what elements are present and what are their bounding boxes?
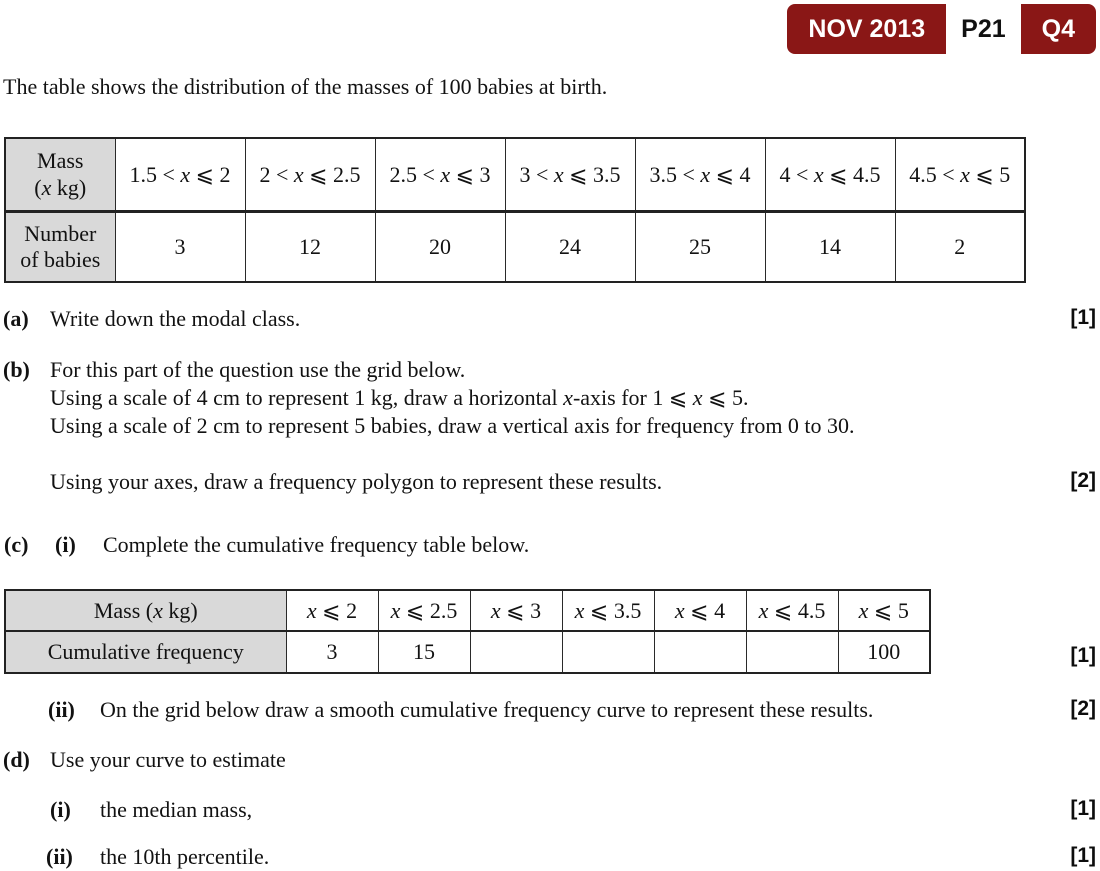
part-d-i-label: (i) bbox=[50, 797, 71, 822]
cumulative-table-row2-header: Cumulative frequency bbox=[5, 631, 286, 673]
cumulative-value-cell-blank bbox=[562, 631, 654, 673]
cumulative-frequency-table bbox=[4, 589, 931, 674]
part-c-label: (c) bbox=[4, 532, 29, 557]
badge-session: NOV 2013 bbox=[808, 14, 926, 43]
class-interval-cell: 3.5 < x ⩽ 4 bbox=[635, 138, 765, 212]
part-b-line1: For this part of the question use the grid below. bbox=[50, 357, 466, 382]
frequency-cell: 24 bbox=[505, 212, 635, 283]
part-d-i-text: the median mass, bbox=[100, 797, 253, 822]
cumulative-value-cell-blank bbox=[746, 631, 838, 673]
cumulative-value-cell: 3 bbox=[286, 631, 378, 673]
intro-text: The table shows the distribution of the masses of 100 babies at birth. bbox=[3, 74, 608, 99]
part-d-ii-label: (ii) bbox=[46, 844, 73, 869]
class-interval-cell: 4.5 < x ⩽ 5 bbox=[895, 138, 1025, 212]
class-bound-cell: x ⩽ 4.5 bbox=[746, 590, 838, 631]
class-interval-cell: 4 < x ⩽ 4.5 bbox=[765, 138, 895, 212]
part-d-i-marks: [1] bbox=[1070, 797, 1096, 820]
frequency-table bbox=[4, 137, 1026, 283]
mass-label-line1: Mass bbox=[37, 148, 84, 174]
part-d-label: (d) bbox=[3, 747, 30, 772]
class-bound-cell: x ⩽ 3 bbox=[470, 590, 562, 631]
class-bound-cell: x ⩽ 2.5 bbox=[378, 590, 470, 631]
part-d-ii-text: the 10th percentile. bbox=[100, 844, 270, 869]
part-d-text: Use your curve to estimate bbox=[50, 747, 286, 772]
class-interval-cell: 2 < x ⩽ 2.5 bbox=[245, 138, 375, 212]
class-bound-cell: x ⩽ 4 bbox=[654, 590, 746, 631]
mass-label-line2: (x kg) bbox=[34, 174, 87, 200]
part-b-line2: Using a scale of 4 cm to represent 1 kg, draw a horizontal x-axis for 1 ⩽ x ⩽ 5. bbox=[50, 385, 749, 410]
badge-question: Q4 bbox=[1041, 14, 1075, 43]
cumulative-value-cell-blank bbox=[470, 631, 562, 673]
part-c-ii-text: On the grid below draw a smooth cumulative frequency curve to represent these results. bbox=[100, 697, 874, 722]
frequency-cell: 12 bbox=[245, 212, 375, 283]
number-label-line2: of babies bbox=[20, 247, 101, 272]
number-label-line1: Number bbox=[24, 220, 97, 246]
part-b-line4: Using your axes, draw a frequency polygon to represent these results. bbox=[50, 469, 663, 494]
part-d-ii-marks: [1] bbox=[1070, 844, 1096, 867]
badge-paper: P21 bbox=[946, 4, 1020, 54]
part-a-marks: [1] bbox=[1070, 306, 1096, 329]
frequency-table-row1-header bbox=[5, 138, 115, 212]
frequency-cell: 3 bbox=[115, 212, 245, 283]
exam-badge bbox=[787, 4, 1096, 54]
part-a-text: Write down the modal class. bbox=[50, 306, 301, 331]
part-c-ii-marks: [2] bbox=[1070, 697, 1096, 720]
part-c-ii-label: (ii) bbox=[48, 697, 75, 722]
cumulative-table-row1-header: Mass (x kg) bbox=[5, 590, 286, 631]
class-interval-cell: 3 < x ⩽ 3.5 bbox=[505, 138, 635, 212]
class-interval-cell: 1.5 < x ⩽ 2 bbox=[115, 138, 245, 212]
part-c-i-marks: [1] bbox=[1070, 644, 1096, 667]
class-bound-cell: x ⩽ 3.5 bbox=[562, 590, 654, 631]
frequency-cell: 25 bbox=[635, 212, 765, 283]
part-b-label: (b) bbox=[3, 357, 30, 382]
part-b-marks: [2] bbox=[1070, 469, 1096, 492]
cumulative-value-cell: 15 bbox=[378, 631, 470, 673]
class-interval-cell: 2.5 < x ⩽ 3 bbox=[375, 138, 505, 212]
frequency-cell: 20 bbox=[375, 212, 505, 283]
part-a-label: (a) bbox=[3, 306, 29, 331]
cumulative-value-cell: 100 bbox=[838, 631, 930, 673]
class-bound-cell: x ⩽ 2 bbox=[286, 590, 378, 631]
frequency-cell: 14 bbox=[765, 212, 895, 283]
part-b-line3: Using a scale of 2 cm to represent 5 babies, draw a vertical axis for frequency from 0 to 30. bbox=[50, 413, 855, 438]
part-c-sub-label: (i) bbox=[55, 532, 76, 557]
class-bound-cell: x ⩽ 5 bbox=[838, 590, 930, 631]
frequency-cell: 2 bbox=[895, 212, 1025, 283]
part-c-text: Complete the cumulative frequency table below. bbox=[103, 532, 530, 557]
frequency-table-row2-header bbox=[5, 212, 115, 283]
cumulative-value-cell-blank bbox=[654, 631, 746, 673]
